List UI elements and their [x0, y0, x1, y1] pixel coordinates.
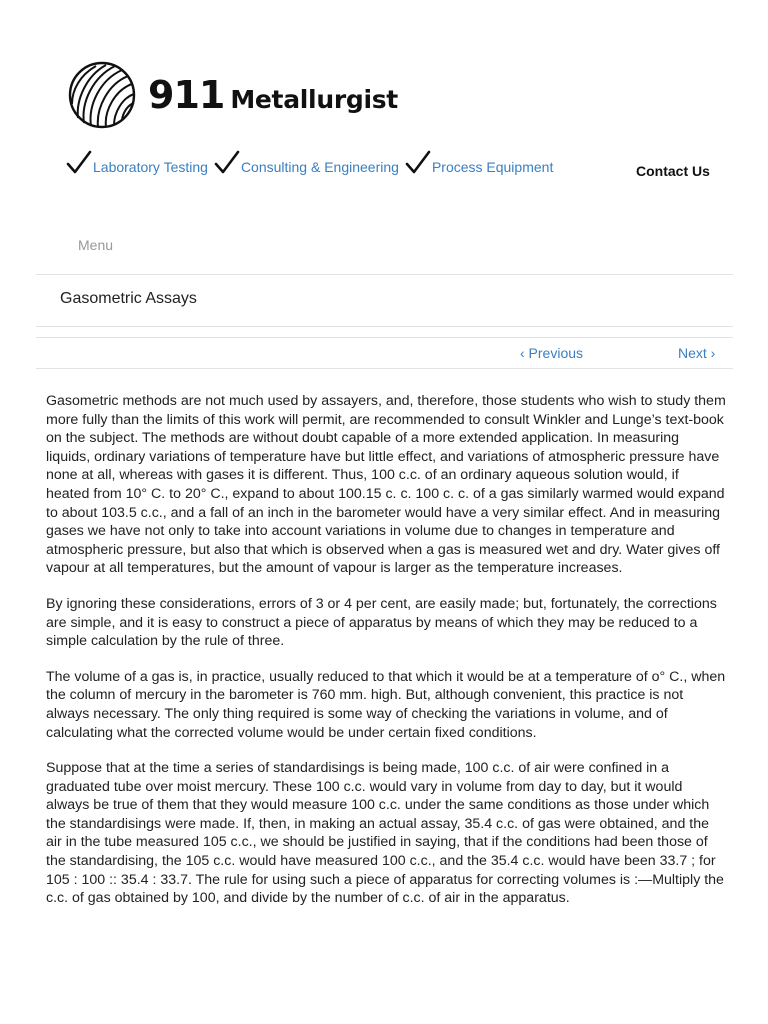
services-nav: [66, 150, 559, 176]
contact-us-link[interactable]: Contact Us: [636, 163, 710, 179]
service-item-consulting-engineering[interactable]: [214, 150, 399, 176]
page-title: Gasometric Assays: [60, 290, 197, 307]
divider: [36, 326, 733, 327]
divider: [36, 368, 733, 369]
article-paragraph: Suppose that at the time a series of standardisings is being made, 100 c.c. of air were confined in a graduated tube over moist mercury. These 100 c.c. would vary in volume from day to day, but it would always be true of them that they would measure 100 c.c. under the same conditions as those under which the standardisings were made. If, then, in making an actual assay, 35.4 c.c. of gas were obtained, and the air in the tube measured 105 c.c., we should be justified in saying, that if the conditions had been those of the standardising, the 105 c.c. would have measured 100 c.c., and the 35.4 c.c. would have been 33.7 ; for 105 : 100 :: 35.4 : 33.7. The rule for using such a piece of apparatus for correcting volumes is :—Multiply the c.c. of gas obtained by 100, and divide by the number of c.c. of air in the apparatus.: [46, 760, 724, 907]
service-link-laboratory-testing[interactable]: Laboratory Testing: [93, 159, 208, 175]
brand-number: 911: [148, 73, 225, 117]
menu-toggle[interactable]: Menu: [78, 237, 114, 253]
service-item-process-equipment[interactable]: [405, 150, 553, 176]
article-paragraph: The volume of a gas is, in practice, usually reduced to that which it would be at a temperature of o° C., when the column of mercury in the barometer is 760 mm. high. But, although convenient, this practice is not always necessary. The only thing required is some way of checking the variations in volume, and of calculating what the corrected volume would be under certain fixed conditions.: [46, 668, 726, 741]
next-link[interactable]: Next ›: [678, 345, 716, 361]
article-paragraph: By ignoring these considerations, errors of 3 or 4 per cent, are easily made; but, fortunately, the corrections are simple, and it is easy to construct a piece of apparatus by means of which they may be reduced to a simple calculation by the rule of three.: [46, 595, 717, 650]
article-paragraph: Gasometric methods are not much used by assayers, and, therefore, those students who wish to study them more fully than the limits of this work will permit, are recommended to consult Winkler and Lunge’s text-book on the subject. The methods are without doubt capable of a more extended application. In measuring liquids, ordinary variations of temperature have but little effect, and variations of atmospheric pressure have none at all, whereas with gases it is different. Thus, 100 c.c. of an ordinary aqueous solution would, if heated from 10° C. to 20° C., expand to about 100.15 c. c. 100 c. c. of a gas similarly warmed would expand to about 103.5 c.c., and a fall of an inch in the barometer would have a very similar effect. And in measuring gases we have not only to take into account variations in volume due to changes in temperature and atmospheric pressure, but also that which is observed when a gas is measured wet and dry. Water gives off vapour at all temperatures, but the amount of vapour is larger as the temperature increases.: [46, 393, 726, 577]
globe-logo-icon: [66, 60, 142, 130]
brand-name: [148, 73, 398, 117]
checkmark-icon: [405, 150, 431, 176]
article-body: [46, 392, 726, 925]
divider: [36, 337, 733, 338]
service-link-consulting-engineering[interactable]: Consulting & Engineering: [240, 159, 399, 175]
service-link-process-equipment[interactable]: Process Equipment: [431, 159, 554, 175]
brand-word: Metallurgist: [230, 85, 398, 114]
checkmark-icon: [214, 150, 240, 176]
checkmark-icon: [66, 150, 92, 176]
previous-link[interactable]: ‹ Previous: [520, 345, 584, 361]
divider: [36, 274, 733, 275]
service-item-laboratory-testing[interactable]: [66, 150, 208, 176]
site-logo[interactable]: [66, 60, 398, 130]
